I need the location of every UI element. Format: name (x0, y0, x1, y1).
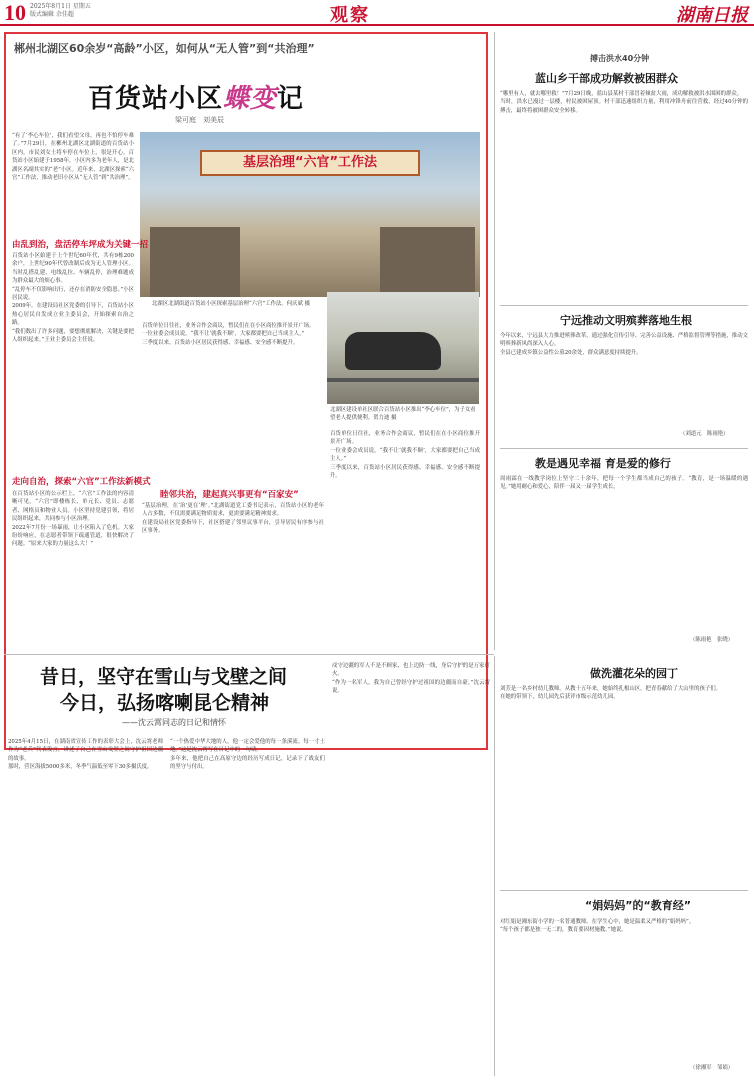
feature-photo-main (140, 132, 480, 297)
section-rule (500, 890, 748, 891)
bottom-title-line2: 今日，弘扬喀喇昆仑精神 (60, 692, 270, 714)
feature-column-1: 百货站小区始建于上个世纪60年代，共有9栋200余户，上世纪90年代曾改制后成为无人管理小区。当时乱搭乱建、电线乱拉、车辆乱停，治理难题成为群众最大的烦心事。 “乱停车不仅影响出行，还存在消防安全隐患。”小区居民说。 2009年，在建设局社区党委的引导下，百货站小区热心居民自发成立业主委员会，开始探索自治之路。 “我们数出了许多问题，要想彻底解决，关键是要把人组织起来。”王业主委员会主任说。 (12, 253, 134, 344)
bottom-title-line1: 昔日，坚守在雪山与戈壁之间 (40, 666, 288, 688)
article4-body: 刘芳是一名乡村幼儿教师。从教十五年来，她始终扎根山区，把青春献给了大山里的孩子们。 在她的带领下，幼儿园先后获评市级示范幼儿园。 (500, 686, 722, 701)
feature-column-3: 百货单位日往社，业务合作会商议，暂民们在在小区商位推开景开广场。 一位业委会成员说，“我不让‘就我不顺’，大家都要把自己当成主人。” 三季度以来，百货站小区居民获得感、幸福感、安全感不断提升。 (142, 323, 315, 346)
bottom-subtitle: ——沈云霄同志的日记和情怀 (122, 718, 226, 727)
feature-subhead-1: 由乱到治，盘活停车坪成为关键一招 (12, 240, 149, 250)
article3-credit: （陈雨艳 张晓） (690, 637, 734, 643)
feature-subhead-2: 走向自治，探索“六官”工作法新模式 (12, 477, 151, 487)
photo-stall (380, 227, 475, 297)
section-title: 观察 (330, 5, 370, 26)
photo-rail (327, 378, 479, 382)
bottom-column-a: 2025年4月15日，在湖南省宣传工作的表彰大会上，沈云霄老师作为“老兵”代表发言，讲述了自己在雪山戈壁之间守护祖国边疆的故事。 那时，营区海拔5000多米，冬季气温低至零下30多摄氏度。 (8, 739, 163, 771)
page-number: 10 (4, 0, 26, 25)
photo-stall (150, 227, 240, 297)
article2-body: 今年以来，宁远县大力推进殡葬改革，通过强化宣传引导、完善公益设施、严格监督管理等措施，推动文明殡葬新风尚深入人心。 全县已建成乡镇公益性公墓20余处，群众满意度持续提升。 (500, 333, 748, 356)
feature-title-accent: 蝶变 (223, 84, 278, 114)
bottom-column-c: 戍守边疆的军人不是不顾家，也上边防一线，身后守护的是万家灯火。 “作为一名军人，我为自己曾经守护过祖国的边疆而自豪。”沈云霄说。 (332, 663, 490, 695)
article2-title: 宁远推动文明殡葬落地生根 (560, 314, 692, 327)
article1-title: 蓝山乡干部成功解救被困群众 (535, 72, 678, 85)
feature-subhead-3: 睦邻共治，建起真兴事更有“百家安” (160, 490, 299, 500)
feature-photo-secondary (327, 292, 479, 404)
article1-kicker: 搏击洪水40分钟 (590, 54, 650, 63)
article5-title: “娟妈妈”的“教育经” (585, 899, 691, 912)
editor-credit: 版式编辑 余佳超 (30, 11, 74, 18)
feature-column-4: “基层治理，在‘治’更在‘理’。”北湖街道党工委书记表示，百货站小区的老年人占多数，不仅需要满足物质需求，更需要满足精神需求。 在建设局社区党委指导下，社区搭建了邻里议事平台，引导居民有序参与社区事务。 (142, 503, 324, 535)
feature-column-2: 在百货站小区的公示栏上，“六官”工作法的内容清晰可见。“六官”即楼栋长、单元长、党员、志愿者、网格员和物业人员。小区坚持党建引领，将居民组织起来，共同参与小区治理。 2022年7月份一场暴雨，让小区陷入了危机。大家纷纷响应，在志愿者带领下疏通管道，很快解决了问题。“原来大家的力量这么大！” (12, 491, 134, 548)
article2-credit: （刘道元 陈雨艳） (680, 431, 729, 437)
photo-car (345, 332, 441, 370)
bottom-column-b: “一个热爱中华大地的人，他一定会爱他的每一条溪流、每一寸土地。”这是沈云霄写在日记中的一句话。 多年来，他把自己在高原守边的经历写成日记，记录下了战友们的坚守与付出。 (170, 739, 325, 771)
feature-byline: 梁可庭 刘美辰 (175, 116, 224, 124)
feature-kicker: 郴州北湖区60余岁“高龄”小区，如何从“无人管”到“共治理” (14, 42, 315, 55)
article5-credit: （徐湘军 邹娟） (690, 1065, 734, 1071)
photo-banner: 基层治理“六官”工作法 (200, 150, 420, 176)
column-divider (494, 32, 495, 650)
photo-caption-main: 北湖区北湖街道百货站小区探索基层治理“六官”工作法。何庆斌 摄 (151, 301, 311, 307)
article3-body: 周雨霖在一线教学岗位上坚守二十余年，把每一个学生都当成自己的孩子。“教育，是一场温暖的遇见。”她用耐心和爱心，陪伴一届又一届学生成长。 (500, 476, 748, 491)
article1-body: “哪里有人，就去哪里救！”7月29日晚，蓝山县某村干部冒着倾盆大雨，成功解救被洪水围困的群众。 当时，洪水已漫过一层楼，村民被困屋顶。村干部迅速组织力量，利用冲锋舟前往营救，经过40分钟的搏击，最终将被困群众安全转移。 (500, 91, 748, 114)
article3-title: 教是遇见幸福 育是爱的修行 (535, 457, 671, 470)
feature-column-5: 百货单位日往社，业务合作会商议，暂民们在在小区商位推开景开广场。 一位业委会成员说，“我不让‘就我不顺’，大家都要把自己当成主人。” 三季度以来，百货站小区居民获得感、幸福感、安全感不断提升。 (330, 431, 480, 480)
article4-title: 做洗灌花朵的园丁 (590, 667, 678, 680)
article5-body: 对红娟是湘东街小学的一名普通教师。在学生心中，她是温柔又严格的“娟妈妈”。 “每个孩子都是独一无二的，教育要因材施教。”她说。 (500, 919, 695, 934)
section-rule (500, 305, 748, 306)
section-rule (500, 448, 748, 449)
section-rule (4, 654, 494, 655)
feature-title (88, 78, 304, 115)
feature-title-part1: 百货站小区 (88, 84, 224, 114)
issue-date: 2025年8月1日 星期五 (30, 3, 91, 10)
column-divider (494, 656, 495, 1076)
page-header (0, 0, 754, 26)
feature-title-part3: 记 (277, 84, 305, 114)
newspaper-logo: 湖南日报 (676, 5, 748, 26)
feature-lead: “有了‘李心车位’，我们看望父母，再也不怕停车难了。”7月29日，在郴州北湖区北湖街道的百货站小区内，市民刘女士将车停在车位上，很是开心。百货站小区始建于1958年，小区内多为老年人，是北湖区名副其实的“老”小区。近年来，北湖区探索“六官”工作法，推动老旧小区从“无人管”到“共治理”。 (12, 133, 134, 182)
photo-caption-secondary: 北湖区建设单社区联合百货站小区推出“李心车位”，为子女看望老人提供便利。贺力迪 摄 (330, 407, 476, 421)
